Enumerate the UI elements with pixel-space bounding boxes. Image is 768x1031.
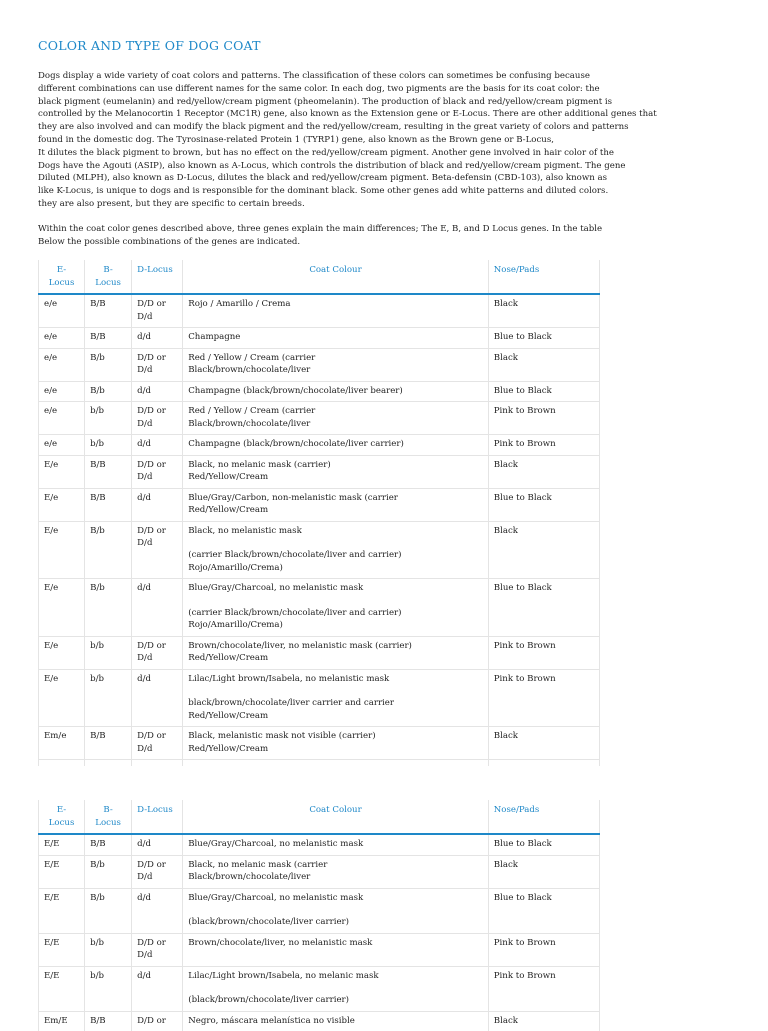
coat-colour-cell: [183, 435, 489, 456]
nose-pads-cell: Black: [488, 294, 599, 328]
text-line: Within the coat color genes described above, three genes explain the main differences; The E, B, and D Locus genes. In the table: [38, 223, 603, 234]
nose-pads-cell: Black: [488, 455, 599, 488]
b-locus-cell: B/b: [85, 521, 132, 579]
text-line: different combinations can use different names for the same color. In each dog, two pigments are the basis for its coat color: the: [38, 83, 600, 94]
d-locus-line: D/d: [137, 950, 153, 960]
coat-colour-cell: [183, 381, 489, 402]
b-locus-cell: b/b: [85, 402, 132, 435]
document-page: [38, 38, 698, 248]
b-locus-cell: B/b: [85, 888, 132, 933]
coat-colour-cell: [183, 933, 489, 966]
coat-colour-line: [188, 982, 483, 994]
coat-colour-line: Champagne (black/brown/chocolate/liver bearer): [188, 385, 403, 396]
d-locus-cell: [132, 294, 183, 328]
coat-colour-line: Blue/Gray/Carbon, non-melanistic mask (carrier: [188, 492, 398, 503]
b-locus-cell: B/b: [85, 348, 132, 381]
b-locus-cell: B/b: [85, 855, 132, 888]
e-locus-cell: e/e: [39, 348, 85, 381]
page-title: COLOR AND TYPE OF DOG COAT: [38, 38, 261, 53]
d-locus-line: D/d: [137, 365, 153, 375]
text-line: they are also involved and can modify the black pigment and the red/yellow/cream, resulting in the great variety of colors and patterns: [38, 122, 629, 133]
text-line: found in the domestic dog. The Tyrosinase-related Protein 1 (TYRP1) gene, also known as the Brown gene or B-Locus,: [38, 134, 554, 145]
coat-colour-line: Blue/Gray/Charcoal, no melanistic mask: [188, 839, 364, 849]
d-locus-line: d/d: [137, 892, 152, 903]
coat-colour-line: Black/brown/chocolate/liver: [188, 365, 311, 375]
coat-colour-line: Brown/chocolate/liver, no melanistic mask: [188, 937, 373, 948]
b-locus-cell: B/B: [85, 727, 132, 760]
d-locus-cell: [132, 834, 183, 855]
text-line: Dogs display a wide variety of coat colors and patterns. The classification of these colors can sometimes be confusing because: [38, 71, 590, 81]
b-locus-cell: b/b: [85, 636, 132, 669]
d-locus-line: D/d: [137, 743, 153, 754]
coat-colour-cell: [183, 834, 489, 855]
table-row: [39, 294, 600, 328]
b-locus-cell: b/b: [85, 435, 132, 456]
e-locus-cell: E/E: [39, 855, 85, 888]
coat-colour-cell: [183, 402, 489, 435]
table-row: [39, 966, 600, 1011]
d-locus-cell: [132, 888, 183, 933]
coat-colour-line: Black, no melanistic mask: [188, 525, 302, 536]
d-locus-line: D/D or: [137, 640, 166, 651]
header-b-locus: B- Locus: [85, 800, 132, 834]
nose-pads-cell: Pink to Brown: [488, 402, 599, 435]
d-locus-cell: [132, 855, 183, 888]
d-locus-line: d/d: [137, 970, 152, 981]
d-locus-cell: [132, 521, 183, 579]
d-locus-line: D/D or: [137, 859, 166, 870]
nose-pads-cell: Black: [488, 348, 599, 381]
e-locus-cell: e/e: [39, 435, 85, 456]
table-row: [39, 455, 600, 488]
table-row: [39, 933, 600, 966]
d-locus-line: D/D or: [137, 731, 166, 741]
b-locus-cell: B/B: [85, 1011, 132, 1031]
table-row: [39, 834, 600, 855]
nose-pads-cell: Black: [488, 1011, 599, 1031]
coat-colour-line: Black/brown/chocolate/liver: [188, 418, 311, 429]
coat-colour-line: Black, no melanic mask (carrier): [188, 459, 331, 470]
text-line: It dilutes the black pigment to brown, but has no effect on the red/yellow/cream pigment. Another gene involved in hair color of the: [38, 147, 614, 158]
coat-colour-cell: [183, 1011, 489, 1031]
e-locus-cell: e/e: [39, 402, 85, 435]
coat-colour-line: Rojo / Amarillo / Crema: [188, 299, 291, 309]
e-locus-cell: E/E: [39, 933, 85, 966]
intro-paragraph: [38, 70, 698, 211]
text-line: controlled by the Melanocortin 1 Receptor (MC1R) gene, also known as the Extension gene or E-Locus. There are other additional genes that: [38, 109, 657, 120]
table-intro-paragraph: [38, 223, 698, 249]
d-locus-line: d/d: [137, 439, 152, 449]
b-locus-cell: B/B: [85, 328, 132, 349]
d-locus-line: D/d: [137, 872, 153, 882]
text-line: black pigment (eumelanin) and red/yellow/cream pigment (pheomelanin). The production of black and red/yellow/cream pigment is: [38, 96, 613, 107]
d-locus-line: D/D or: [137, 406, 166, 416]
coat-colour-cell: [183, 855, 489, 888]
b-locus-cell: b/b: [85, 966, 132, 1011]
text-line: they are also present, but they are specific to certain breeds.: [38, 198, 305, 209]
table-row: [39, 855, 600, 888]
b-locus-cell: B/b: [85, 381, 132, 402]
coat-color-table-1: [38, 260, 600, 766]
d-locus-cell: [132, 488, 183, 521]
d-locus-cell: [132, 966, 183, 1011]
coat-colour-line: Black, no melanic mask (carrier: [188, 859, 328, 870]
coat-colour-line: (carrier Black/brown/chocolate/liver and carrier): [188, 550, 402, 560]
d-locus-cell: [132, 669, 183, 727]
nose-pads-cell: Blue to Black: [488, 834, 599, 855]
coat-colour-line: Rojo/Amarillo/Crema): [188, 620, 283, 630]
table-row: [39, 669, 600, 727]
nose-pads-cell: Blue to Black: [488, 328, 599, 349]
table-row: [39, 888, 600, 933]
e-locus-cell: E/e: [39, 488, 85, 521]
e-locus-cell: E/e: [39, 636, 85, 669]
nose-pads-cell: Black: [488, 521, 599, 579]
coat-colour-cell: [183, 488, 489, 521]
e-locus-cell: E/e: [39, 455, 85, 488]
coat-colour-line: [188, 685, 483, 697]
b-locus-cell: B/b: [85, 579, 132, 637]
header-d-locus: D-Locus: [132, 800, 183, 834]
d-locus-line: D/D or: [137, 352, 166, 363]
coat-colour-line: Red/Yellow/Cream: [188, 653, 269, 663]
d-locus-line: d/d: [137, 839, 152, 849]
d-locus-cell: [132, 636, 183, 669]
d-locus-line: d/d: [137, 492, 152, 503]
nose-pads-cell: Pink to Brown: [488, 435, 599, 456]
header-b-locus: B- Locus: [85, 260, 132, 294]
d-locus-line: d/d: [137, 583, 152, 593]
coat-colour-cell: [183, 966, 489, 1011]
nose-pads-cell: Blue to Black: [488, 381, 599, 402]
d-locus-cell: [132, 933, 183, 966]
coat-colour-line: Red / Yellow / Cream (carrier: [188, 406, 316, 416]
coat-colour-cell: [183, 888, 489, 933]
table-row: [39, 727, 600, 760]
b-locus-cell: b/b: [85, 669, 132, 727]
coat-colour-cell: [183, 521, 489, 579]
nose-pads-cell: Blue to Black: [488, 579, 599, 637]
d-locus-cell: [132, 381, 183, 402]
e-locus-cell: Em/E: [39, 1011, 85, 1031]
coat-colour-line: (black/brown/chocolate/liver carrier): [188, 917, 349, 927]
coat-colour-cell: [183, 328, 489, 349]
header-nose-pads: Nose/Pads: [488, 800, 599, 834]
d-locus-line: D/d: [137, 538, 153, 548]
b-locus-cell: B/B: [85, 455, 132, 488]
coat-color-table-2: [38, 800, 600, 1031]
table-row: [39, 521, 600, 579]
e-locus-cell: e/e: [39, 328, 85, 349]
e-locus-cell: E/E: [39, 966, 85, 1011]
coat-colour-line: Red / Yellow / Cream (carrier: [188, 352, 316, 363]
e-locus-cell: Em/e: [39, 727, 85, 760]
d-locus-line: d/d: [137, 385, 152, 396]
d-locus-cell: [132, 727, 183, 760]
e-locus-cell: e/e: [39, 381, 85, 402]
e-locus-cell: e/e: [39, 294, 85, 328]
table-row: [39, 1011, 600, 1031]
e-locus-cell: E/E: [39, 834, 85, 855]
d-locus-cell: [132, 328, 183, 349]
text-line: Dogs have the Agouti (ASIP), also known as A-Locus, which controls the distribution of black and red/yellow/cream pigment. The gene: [38, 160, 626, 171]
coat-colour-line: Champagne (black/brown/chocolate/liver carrier): [188, 439, 404, 449]
d-locus-cell: [132, 435, 183, 456]
table-header-row: [39, 260, 600, 294]
coat-colour-line: [188, 537, 483, 549]
d-locus-line: D/D or: [137, 1015, 166, 1026]
d-locus-line: d/d: [137, 673, 152, 684]
coat-colour-cell: [183, 294, 489, 328]
d-locus-cell: [132, 455, 183, 488]
coat-colour-line: Lilac/Light brown/Isabela, no melanistic mask: [188, 673, 390, 684]
nose-pads-cell: Blue to Black: [488, 488, 599, 521]
table-row: [39, 435, 600, 456]
d-locus-cell: [132, 348, 183, 381]
table-row: [39, 579, 600, 637]
coat-colour-line: Lilac/Light brown/Isabela, no melanic mask: [188, 970, 379, 981]
coat-colour-line: Red/Yellow/Cream: [188, 472, 269, 482]
header-e-locus: E- Locus: [39, 260, 85, 294]
b-locus-cell: b/b: [85, 933, 132, 966]
header-coat-colour: Coat Colour: [183, 800, 489, 834]
coat-colour-line: [188, 904, 483, 916]
d-locus-line: D/D or: [137, 525, 166, 536]
coat-colour-line: Black/brown/chocolate/liver: [188, 872, 311, 882]
coat-colour-line: (carrier Black/brown/chocolate/liver and carrier): [188, 607, 402, 618]
coat-colour-cell: [183, 669, 489, 727]
e-locus-cell: E/e: [39, 521, 85, 579]
header-d-locus: D-Locus: [132, 260, 183, 294]
coat-colour-line: black/brown/chocolate/liver carrier and carrier: [188, 698, 394, 708]
d-locus-cell: [132, 1011, 183, 1031]
d-locus-line: D/d: [137, 418, 153, 429]
table-row: [39, 488, 600, 521]
coat-colour-line: Brown/chocolate/liver, no melanistic mask (carrier): [188, 640, 412, 651]
coat-colour-cell: [183, 727, 489, 760]
coat-colour-cell: [183, 348, 489, 381]
table-header-row: [39, 800, 600, 834]
header-e-locus: E- Locus: [39, 800, 85, 834]
coat-colour-cell: [183, 636, 489, 669]
coat-colour-line: Rojo/Amarillo/Crema): [188, 562, 283, 573]
nose-pads-cell: Black: [488, 855, 599, 888]
coat-colour-line: Red/Yellow/Cream: [188, 710, 269, 721]
b-locus-cell: B/B: [85, 294, 132, 328]
nose-pads-cell: Black: [488, 727, 599, 760]
coat-colour-line: Blue/Gray/Charcoal, no melanistic mask: [188, 892, 364, 903]
e-locus-cell: E/e: [39, 579, 85, 637]
coat-colour-line: Red/Yellow/Cream: [188, 743, 269, 754]
d-locus-cell: [132, 579, 183, 637]
nose-pads-cell: Pink to Brown: [488, 669, 599, 727]
table-row: [39, 348, 600, 381]
table-row: [39, 636, 600, 669]
coat-colour-line: Champagne: [188, 332, 241, 342]
d-locus-cell: [132, 402, 183, 435]
table-row: [39, 381, 600, 402]
coat-colour-line: Red/Yellow/Cream: [188, 505, 269, 515]
coat-colour-cell: [183, 579, 489, 637]
d-locus-line: d/d: [137, 332, 152, 342]
d-locus-line: D/d: [137, 653, 153, 663]
coat-colour-line: Negro, máscara melanística no visible: [188, 1015, 355, 1026]
table-row: [39, 328, 600, 349]
coat-colour-line: [188, 595, 483, 607]
text-line: Diluted (MLPH), also known as D-Locus, dilutes the black and red/yellow/cream pigment. Beta-defensin (CBD-103), also known as: [38, 173, 608, 184]
coat-colour-line: Black, melanistic mask not visible (carrier): [188, 731, 376, 741]
d-locus-line: D/d: [137, 472, 153, 482]
header-nose-pads: Nose/Pads: [488, 260, 599, 294]
nose-pads-cell: Pink to Brown: [488, 933, 599, 966]
nose-pads-cell: Blue to Black: [488, 888, 599, 933]
text-line: like K-Locus, is unique to dogs and is responsible for the dominant black. Some other genes add white patterns and diluted colors.: [38, 186, 609, 197]
nose-pads-cell: Pink to Brown: [488, 636, 599, 669]
coat-colour-line: (black/brown/chocolate/liver carrier): [188, 995, 349, 1005]
coat-colour-cell: [183, 455, 489, 488]
d-locus-line: D/D or: [137, 459, 166, 470]
nose-pads-cell: Pink to Brown: [488, 966, 599, 1011]
text-line: Below the possible combinations of the genes are indicated.: [38, 236, 301, 247]
coat-colour-line: Blue/Gray/Charcoal, no melanistic mask: [188, 583, 364, 593]
table-row-continuation: [39, 760, 600, 766]
table-row: [39, 402, 600, 435]
d-locus-line: D/d: [137, 311, 153, 322]
e-locus-cell: E/E: [39, 888, 85, 933]
d-locus-line: D/D or: [137, 937, 166, 948]
b-locus-cell: B/B: [85, 488, 132, 521]
d-locus-line: D/D or: [137, 299, 166, 309]
b-locus-cell: B/B: [85, 834, 132, 855]
e-locus-cell: E/e: [39, 669, 85, 727]
header-coat-colour: Coat Colour: [183, 260, 489, 294]
